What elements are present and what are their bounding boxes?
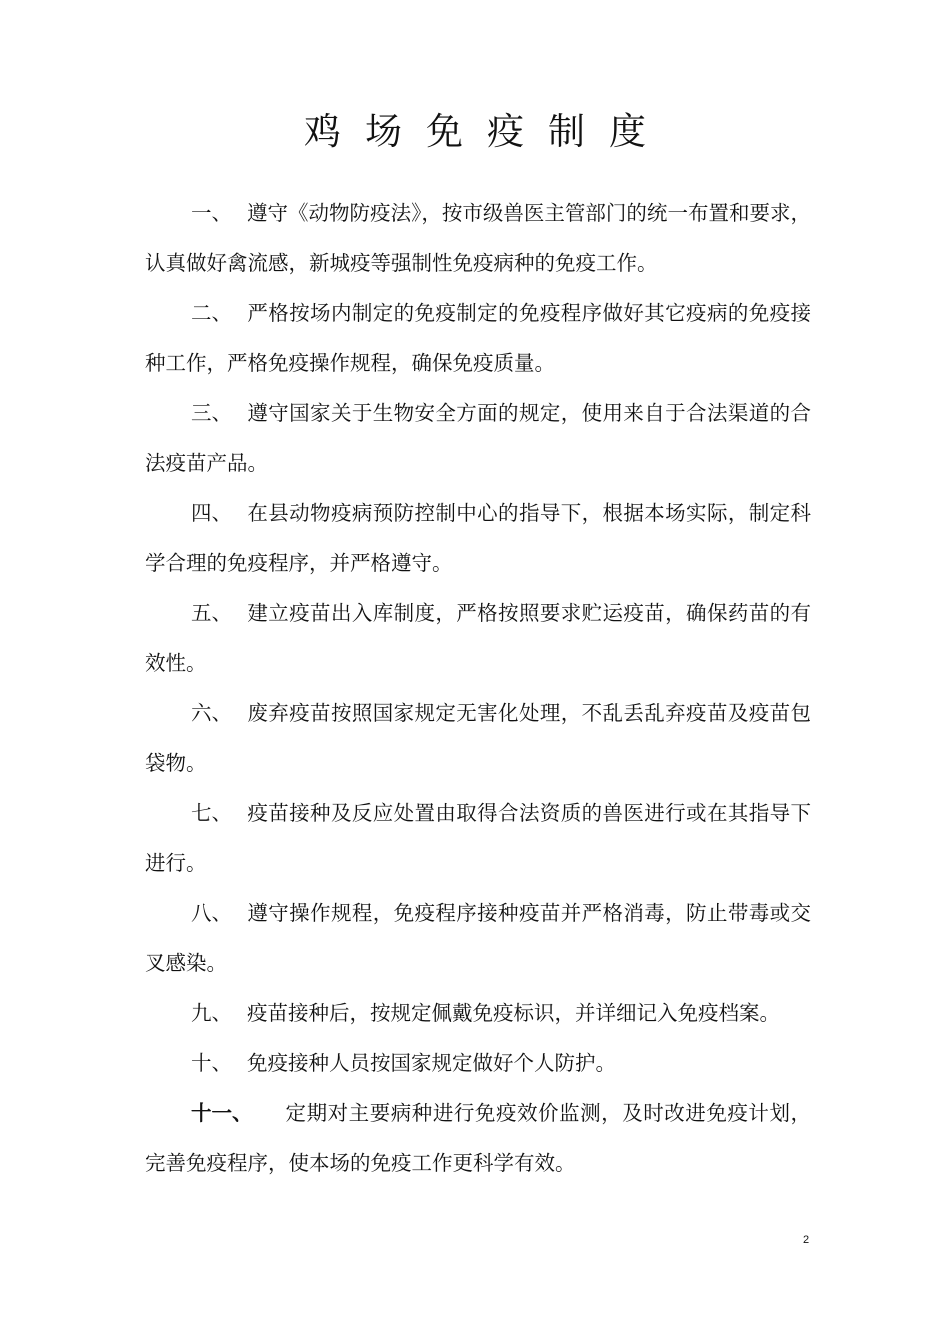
clause-6 xyxy=(145,688,811,788)
clause-text: 在县动物疫病预防控制中心的指导下，根据本场实际，制定科学合理的免疫程序，并严格遵守。 xyxy=(145,501,811,575)
clause-10 xyxy=(145,1038,811,1088)
clause-1 xyxy=(145,188,811,288)
clause-number: 十、 xyxy=(191,1051,232,1075)
clause-number: 四、 xyxy=(191,501,232,525)
clause-number: 七、 xyxy=(191,801,232,825)
clause-text: 免疫接种人员按国家规定做好个人防护。 xyxy=(247,1051,616,1075)
clause-number: 九、 xyxy=(191,1001,232,1025)
clause-4 xyxy=(145,488,811,588)
clause-number: 三、 xyxy=(191,401,232,425)
clause-9 xyxy=(145,988,811,1038)
clause-text: 严格按场内制定的免疫制定的免疫程序做好其它疫病的免疫接种工作，严格免疫操作规程，确保免疫质量。 xyxy=(145,301,811,375)
clause-text: 疫苗接种及反应处置由取得合法资质的兽医进行或在其指导下进行。 xyxy=(145,801,811,875)
page-number: 2 xyxy=(802,1234,810,1246)
clause-text: 遵守《动物防疫法》，按市级兽医主管部门的统一布置和要求，认真做好禽流感，新城疫等强制性免疫病种的免疫工作。 xyxy=(145,201,811,275)
document-title: 鸡场免疫制度 xyxy=(304,110,670,153)
clause-number: 一、 xyxy=(191,201,232,225)
clause-number: 八、 xyxy=(191,901,232,925)
clause-5 xyxy=(145,588,811,688)
clause-11 xyxy=(145,1088,811,1188)
clause-text: 疫苗接种后，按规定佩戴免疫标识，并详细记入免疫档案。 xyxy=(247,1001,780,1025)
clause-8 xyxy=(145,888,811,988)
clause-text: 遵守国家关于生物安全方面的规定，使用来自于合法渠道的合法疫苗产品。 xyxy=(145,401,811,475)
clause-number: 十一、 xyxy=(191,1101,253,1125)
clause-number: 五、 xyxy=(191,601,232,625)
clause-text: 废弃疫苗按照国家规定无害化处理，不乱丢乱弃疫苗及疫苗包袋物。 xyxy=(145,701,811,775)
clause-number: 二、 xyxy=(191,301,232,325)
clause-text: 遵守操作规程，免疫程序接种疫苗并严格消毒，防止带毒或交叉感染。 xyxy=(145,901,811,975)
clause-3 xyxy=(145,388,811,488)
clause-2 xyxy=(145,288,811,388)
clause-text: 定期对主要病种进行免疫效价监测，及时改进免疫计划，完善免疫程序，使本场的免疫工作更科学有效。 xyxy=(145,1101,811,1175)
clause-text: 建立疫苗出入库制度，严格按照要求贮运疫苗，确保药苗的有效性。 xyxy=(145,601,811,675)
clause-number: 六、 xyxy=(191,701,232,725)
document-body xyxy=(145,188,811,1188)
clause-7 xyxy=(145,788,811,888)
